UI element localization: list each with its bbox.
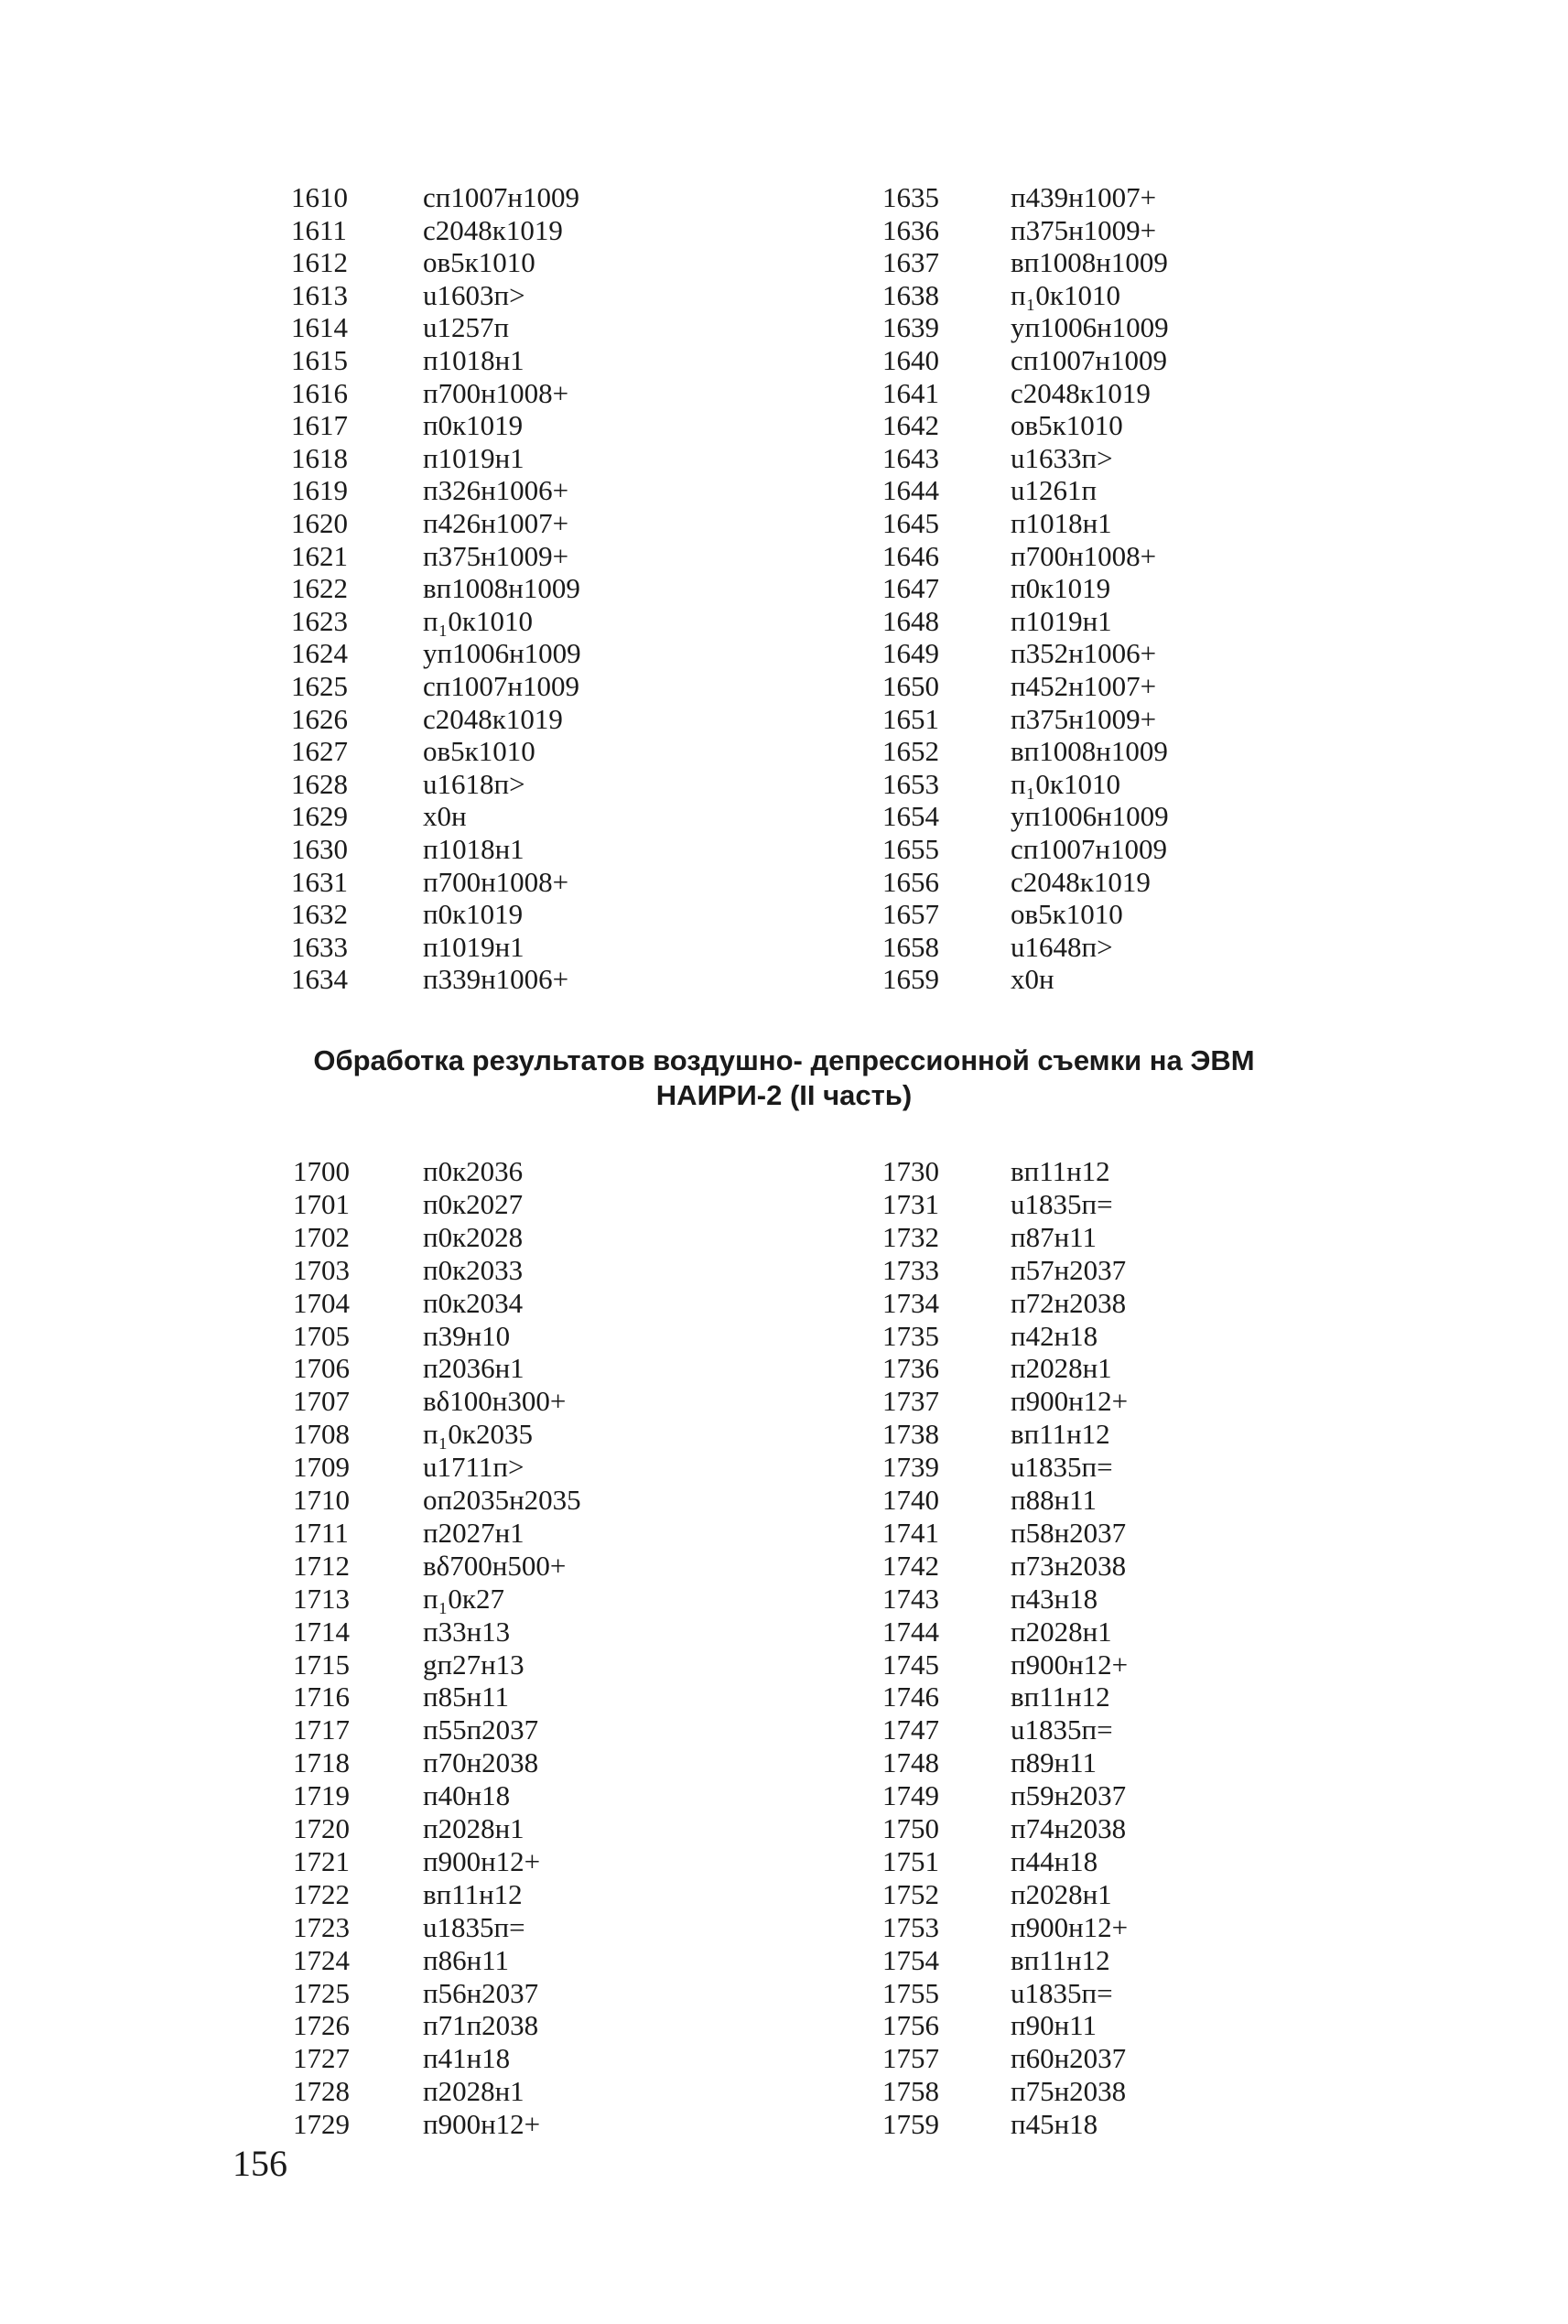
line-number: 1710: [293, 1484, 350, 1516]
line-number: 1705: [293, 1319, 350, 1352]
line-number: 1658: [882, 930, 939, 963]
line-number: 1622: [291, 572, 348, 605]
line-number: 1713: [293, 1582, 350, 1615]
instruction-code: п1018н1: [423, 344, 524, 376]
instruction-code: п87н11: [1011, 1220, 1098, 1253]
line-number: 1717: [293, 1713, 350, 1746]
instruction-code: u1648п>: [1011, 930, 1113, 963]
instruction-code: п39н10: [423, 1319, 511, 1352]
instruction-code: п1019н1: [423, 930, 524, 963]
page-number: 156: [232, 2143, 287, 2184]
line-number: 1749: [882, 1779, 939, 1812]
line-number: 1643: [882, 441, 939, 474]
line-number: 1753: [882, 1910, 939, 1943]
instruction-code: п0к2036: [423, 1155, 524, 1187]
line-number: 1618: [291, 441, 348, 474]
instruction-code: п900н12+: [423, 1844, 541, 1877]
line-number: 1644: [882, 474, 939, 507]
section-heading-line-1: Обработка результатов воздушно- депрессионной съемки на ЭВМ: [313, 1044, 1255, 1076]
instruction-code: gп27н13: [423, 1648, 524, 1681]
line-number: 1736: [882, 1352, 939, 1385]
line-number: 1635: [882, 181, 939, 213]
instruction-code: п90н11: [1011, 2009, 1098, 2042]
line-number: 1708: [293, 1418, 350, 1451]
instruction-code: п0к1019: [423, 898, 524, 931]
line-number: 1725: [293, 1976, 350, 2009]
instruction-code: п2028н1: [1011, 1877, 1112, 1910]
line-number: 1754: [882, 1943, 939, 1976]
line-number: 1611: [291, 213, 347, 246]
line-number: 1638: [882, 278, 939, 311]
instruction-code: п₁0к1010: [1011, 278, 1120, 311]
line-number: 1655: [882, 833, 939, 865]
line-number: 1612: [291, 246, 348, 279]
line-number: 1623: [291, 604, 348, 637]
instruction-code: п75н2038: [1011, 2075, 1127, 2108]
instruction-code: п900н12+: [423, 2108, 541, 2141]
line-number: 1737: [882, 1385, 939, 1418]
instruction-code: п0к2034: [423, 1286, 524, 1319]
instruction-code: п452н1007+: [1011, 670, 1157, 702]
line-number: 1627: [291, 735, 348, 768]
line-number: 1704: [293, 1286, 350, 1319]
instruction-code: п339н1006+: [423, 963, 569, 996]
instruction-code: п70н2038: [423, 1746, 539, 1779]
line-number: 1634: [291, 963, 348, 996]
line-number: 1746: [882, 1681, 939, 1713]
line-number: 1720: [293, 1812, 350, 1844]
instruction-code: ов5к1010: [1011, 898, 1123, 931]
instruction-code: с2048к1019: [1011, 865, 1151, 898]
line-number: 1719: [293, 1779, 350, 1812]
line-number: 1755: [882, 1976, 939, 2009]
instruction-code: п2028н1: [423, 1812, 524, 1844]
instruction-code: уп1006н1009: [423, 637, 581, 670]
instruction-code: п74н2038: [1011, 1812, 1127, 1844]
line-number: 1759: [882, 2108, 939, 2141]
instruction-code: u1261п: [1011, 474, 1098, 507]
instruction-code: п40н18: [423, 1779, 511, 1812]
line-number: 1712: [293, 1549, 350, 1582]
line-number: 1613: [291, 278, 348, 311]
line-number: 1748: [882, 1746, 939, 1779]
line-number: 1721: [293, 1844, 350, 1877]
line-number: 1620: [291, 507, 348, 539]
line-number: 1650: [882, 670, 939, 702]
line-number: 1758: [882, 2075, 939, 2108]
instruction-code: п86н11: [423, 1943, 510, 1976]
line-number: 1653: [882, 767, 939, 800]
section-heading-line-2: НАИРИ-2 (II часть): [655, 1079, 913, 1111]
line-number: 1756: [882, 2009, 939, 2042]
line-number: 1702: [293, 1220, 350, 1253]
instruction-code: х0н: [1011, 963, 1054, 996]
line-number: 1641: [882, 376, 939, 409]
instruction-code: u1835п=: [1011, 1976, 1113, 2009]
instruction-code: ов5к1010: [423, 735, 535, 768]
line-number: 1646: [882, 539, 939, 572]
line-number: 1700: [293, 1155, 350, 1187]
instruction-code: п85н11: [423, 1681, 510, 1713]
line-number: 1743: [882, 1582, 939, 1615]
instruction-code: п73н2038: [1011, 1549, 1127, 1582]
instruction-code: п700н1008+: [423, 376, 569, 409]
instruction-code: вп11н12: [1011, 1155, 1110, 1187]
instruction-code: п375н1009+: [1011, 213, 1157, 246]
line-number: 1652: [882, 735, 939, 768]
line-number: 1709: [293, 1451, 350, 1484]
instruction-code: п1019н1: [423, 441, 524, 474]
instruction-code: u1257п: [423, 311, 510, 344]
instruction-code: п88н11: [1011, 1484, 1098, 1516]
line-number: 1631: [291, 865, 348, 898]
instruction-code: п0к2028: [423, 1220, 524, 1253]
line-number: 1614: [291, 311, 348, 344]
instruction-code: п72н2038: [1011, 1286, 1127, 1319]
line-number: 1747: [882, 1713, 939, 1746]
line-number: 1711: [293, 1516, 349, 1549]
line-number: 1745: [882, 1648, 939, 1681]
instruction-code: оп2035н2035: [423, 1484, 581, 1516]
line-number: 1744: [882, 1615, 939, 1648]
line-number: 1742: [882, 1549, 939, 1582]
instruction-code: п0к2033: [423, 1253, 524, 1286]
instruction-code: п43н18: [1011, 1582, 1098, 1615]
instruction-code: п89н11: [1011, 1746, 1098, 1779]
instruction-code: вп1008н1009: [423, 572, 580, 605]
line-number: 1724: [293, 1943, 350, 1976]
instruction-code: п33н13: [423, 1615, 511, 1648]
line-number: 1624: [291, 637, 348, 670]
instruction-code: п375н1009+: [423, 539, 569, 572]
instruction-code: п0к1019: [423, 409, 524, 442]
line-number: 1723: [293, 1910, 350, 1943]
instruction-code: п0к1019: [1011, 572, 1111, 605]
instruction-code: п352н1006+: [1011, 637, 1157, 670]
line-number: 1741: [882, 1516, 939, 1549]
line-number: 1701: [293, 1187, 350, 1220]
instruction-code: вп1008н1009: [1011, 246, 1168, 279]
line-number: 1732: [882, 1220, 939, 1253]
instruction-code: u1835п=: [1011, 1713, 1113, 1746]
instruction-code: u1835п=: [1011, 1187, 1113, 1220]
line-number: 1726: [293, 2009, 350, 2042]
line-number: 1715: [293, 1648, 350, 1681]
line-number: 1751: [882, 1844, 939, 1877]
instruction-code: п41н18: [423, 2042, 511, 2075]
line-number: 1657: [882, 898, 939, 931]
line-number: 1707: [293, 1385, 350, 1418]
line-number: 1619: [291, 474, 348, 507]
line-number: 1654: [882, 800, 939, 833]
line-number: 1727: [293, 2042, 350, 2075]
line-number: 1739: [882, 1451, 939, 1484]
instruction-code: п2028н1: [423, 2075, 524, 2108]
instruction-code: п700н1008+: [1011, 539, 1157, 572]
instruction-code: u1711п>: [423, 1451, 524, 1484]
line-number: 1642: [882, 409, 939, 442]
line-number: 1632: [291, 898, 348, 931]
instruction-code: с2048к1019: [423, 702, 563, 735]
instruction-code: уп1006н1009: [1011, 311, 1169, 344]
instruction-code: u1618п>: [423, 767, 525, 800]
line-number: 1610: [291, 181, 348, 213]
line-number: 1716: [293, 1681, 350, 1713]
instruction-code: п2028н1: [1011, 1352, 1112, 1385]
line-number: 1722: [293, 1877, 350, 1910]
instruction-code: п1018н1: [1011, 507, 1112, 539]
line-number: 1735: [882, 1319, 939, 1352]
instruction-code: п900н12+: [1011, 1385, 1129, 1418]
instruction-code: п2028н1: [1011, 1615, 1112, 1648]
instruction-code: п1018н1: [423, 833, 524, 865]
instruction-code: вп1008н1009: [1011, 735, 1168, 768]
instruction-code: уп1006н1009: [1011, 800, 1169, 833]
instruction-code: х0н: [423, 800, 467, 833]
line-number: 1647: [882, 572, 939, 605]
line-number: 1648: [882, 604, 939, 637]
line-number: 1656: [882, 865, 939, 898]
instruction-code: п439н1007+: [1011, 181, 1157, 213]
line-number: 1625: [291, 670, 348, 702]
instruction-code: п0к2027: [423, 1187, 524, 1220]
line-number: 1645: [882, 507, 939, 539]
instruction-code: с2048к1019: [1011, 376, 1151, 409]
line-number: 1714: [293, 1615, 350, 1648]
instruction-code: п59н2037: [1011, 1779, 1127, 1812]
instruction-code: п₁0к1010: [423, 604, 533, 637]
line-number: 1630: [291, 833, 348, 865]
line-number: 1731: [882, 1187, 939, 1220]
line-number: 1703: [293, 1253, 350, 1286]
instruction-code: вп11н12: [1011, 1681, 1110, 1713]
line-number: 1633: [291, 930, 348, 963]
instruction-code: п700н1008+: [423, 865, 569, 898]
instruction-code: п₁0к1010: [1011, 767, 1120, 800]
instruction-code: u1835п=: [1011, 1451, 1113, 1484]
instruction-code: п₁0к2035: [423, 1418, 533, 1451]
line-number: 1718: [293, 1746, 350, 1779]
line-number: 1637: [882, 246, 939, 279]
line-number: 1639: [882, 311, 939, 344]
instruction-code: п45н18: [1011, 2108, 1098, 2141]
line-number: 1636: [882, 213, 939, 246]
line-number: 1733: [882, 1253, 939, 1286]
instruction-code: ов5к1010: [1011, 409, 1123, 442]
line-number: 1730: [882, 1155, 939, 1187]
line-number: 1752: [882, 1877, 939, 1910]
instruction-code: сп1007н1009: [1011, 833, 1167, 865]
instruction-code: сп1007н1009: [423, 670, 579, 702]
instruction-code: u1603п>: [423, 278, 525, 311]
instruction-code: п375н1009+: [1011, 702, 1157, 735]
line-number: 1740: [882, 1484, 939, 1516]
instruction-code: вδ700н500+: [423, 1549, 567, 1582]
instruction-code: п900н12+: [1011, 1910, 1129, 1943]
line-number: 1659: [882, 963, 939, 996]
line-number: 1621: [291, 539, 348, 572]
line-number: 1734: [882, 1286, 939, 1319]
instruction-code: ов5к1010: [423, 246, 535, 279]
instruction-code: сп1007н1009: [1011, 344, 1167, 376]
instruction-code: вп11н12: [1011, 1418, 1110, 1451]
line-number: 1628: [291, 767, 348, 800]
instruction-code: п1019н1: [1011, 604, 1112, 637]
instruction-code: п71п2038: [423, 2009, 539, 2042]
instruction-code: п426н1007+: [423, 507, 569, 539]
instruction-code: п55п2037: [423, 1713, 539, 1746]
line-number: 1617: [291, 409, 348, 442]
line-number: 1615: [291, 344, 348, 376]
instruction-code: п42н18: [1011, 1319, 1098, 1352]
instruction-code: п56н2037: [423, 1976, 539, 2009]
instruction-code: u1835п=: [423, 1910, 525, 1943]
instruction-code: п58н2037: [1011, 1516, 1127, 1549]
instruction-code: п60н2037: [1011, 2042, 1127, 2075]
line-number: 1629: [291, 800, 348, 833]
line-number: 1616: [291, 376, 348, 409]
instruction-code: вп11н12: [1011, 1943, 1110, 1976]
line-number: 1750: [882, 1812, 939, 1844]
instruction-code: вδ100н300+: [423, 1385, 567, 1418]
line-number: 1626: [291, 702, 348, 735]
instruction-code: п44н18: [1011, 1844, 1098, 1877]
line-number: 1649: [882, 637, 939, 670]
instruction-code: сп1007н1009: [423, 181, 579, 213]
instruction-code: п₁0к27: [423, 1582, 504, 1615]
instruction-code: п326н1006+: [423, 474, 569, 507]
line-number: 1738: [882, 1418, 939, 1451]
line-number: 1651: [882, 702, 939, 735]
line-number: 1757: [882, 2042, 939, 2075]
instruction-code: п900н12+: [1011, 1648, 1129, 1681]
line-number: 1729: [293, 2108, 350, 2141]
line-number: 1706: [293, 1352, 350, 1385]
instruction-code: u1633п>: [1011, 441, 1113, 474]
instruction-code: п2027н1: [423, 1516, 524, 1549]
instruction-code: п57н2037: [1011, 1253, 1127, 1286]
instruction-code: вп11н12: [423, 1877, 523, 1910]
line-number: 1640: [882, 344, 939, 376]
instruction-code: с2048к1019: [423, 213, 563, 246]
line-number: 1728: [293, 2075, 350, 2108]
instruction-code: п2036н1: [423, 1352, 524, 1385]
